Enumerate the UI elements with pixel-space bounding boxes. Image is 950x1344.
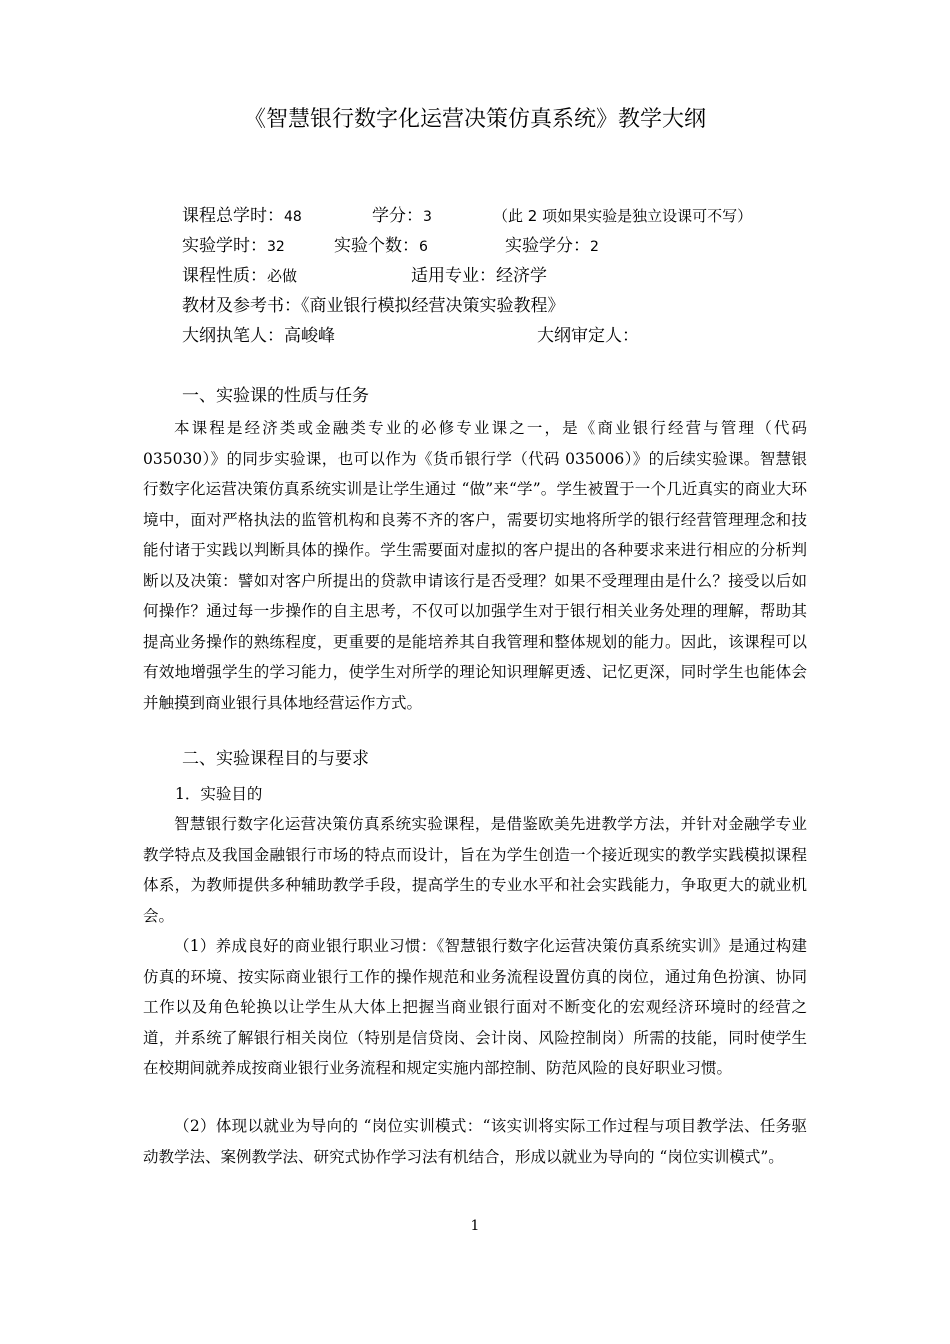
section-2-subheading: 1．实验目的 (175, 785, 263, 803)
credits-value: 3 (423, 209, 432, 225)
author (182, 322, 335, 350)
author-value: 高峻峰 (284, 326, 335, 346)
lab-hours-value: 32 (267, 239, 285, 255)
major-value: 经济学 (496, 266, 547, 286)
textbook (182, 292, 565, 320)
major (411, 262, 547, 290)
course-type (182, 262, 297, 290)
lab-credits-label: 实验学分： (505, 236, 590, 256)
credits-label: 学分： (372, 206, 423, 226)
lab-credits-value: 2 (590, 239, 599, 255)
meta-row-1 (182, 202, 302, 231)
textbook-label: 教材及参考书： (182, 296, 301, 316)
page-number: 1 (470, 1218, 480, 1234)
section-2-heading: 二、实验课程目的与要求 (182, 749, 369, 769)
lab-hours (182, 232, 285, 261)
credits (372, 202, 432, 231)
reviewer-label: 大纲审定人： (537, 326, 639, 346)
lab-count (334, 232, 428, 261)
lab-count-label: 实验个数： (334, 236, 419, 256)
section-1-paragraph: 本课程是经济类或金融类专业的必修专业课之一，是《商业银行经营与管理（代码 035030）》的同步实验课，也可以作为《货币银行学（代码 035006）》的后续实验课。智慧银行数字化运营决策仿真系统实训是让学生通过 “做”来“学”。学生被置于一个几近真实的商业大环境中，面对严格执法的监管机构和良莠不齐的客户，需要切实地将所学的银行经营管理理念和技能付诸于实践以判断具体的操作。学生需要面对虚拟的客户提出的各种要求来进行相应的分析判断以及决策：譬如对客户所提出的贷款申请该行是否受理？如果不受理理由是什么？接受以后如何操作？通过每一步操作的自主思考，不仅可以加强学生对于银行相关业务处理的理解，帮助其提高业务操作的熟练程度，更重要的是能培养其自我管理和整体规划的能力。因此，该课程可以有效地增强学生的学习能力，使学生对所学的理论知识理解更透、记忆更深，同时学生也能体会并触摸到商业银行具体地经营运作方式。 (143, 419, 807, 712)
lab-count-value: 6 (419, 239, 428, 255)
section-1-heading: 一、实验课的性质与任务 (182, 386, 369, 406)
author-label: 大纲执笔人： (182, 326, 284, 346)
textbook-value: 《商业银行模拟经营决策实验教程》 (301, 296, 565, 316)
course-type-label: 课程性质： (182, 266, 267, 286)
major-label: 适用专业： (411, 266, 496, 286)
total-hours-value: 48 (284, 209, 302, 225)
section-2-paragraph-3: （2）体现以就业为导向的 “岗位实训模式：“该实训将实际工作过程与项目教学法、任务驱动教学法、案例教学法、研究式协作学习法有机结合，形成以就业为导向的 “岗位实训模式”。 (143, 1117, 807, 1166)
section-2-paragraph-1: 智慧银行数字化运营决策仿真系统实验课程，是借鉴欧美先进教学方法，并针对金融学专业教学特点及我国金融银行市场的特点而设计，旨在为学生创造一个接近现实的教学实践模拟课程体系，为教师提供多种辅助教学手段，提高学生的专业水平和社会实践能力，争取更大的就业机会。 (143, 815, 807, 925)
total-hours-label: 课程总学时： (182, 206, 284, 226)
credits-note: （此 2 项如果实验是独立设课可不写） (493, 207, 753, 225)
lab-credits (505, 232, 599, 261)
document-title: 《智慧银行数字化运营决策仿真系统》教学大纲 (243, 107, 706, 132)
lab-hours-label: 实验学时： (182, 236, 267, 256)
section-2-paragraph-2: （1）养成良好的商业银行职业习惯：《智慧银行数字化运营决策仿真系统实训》是通过构建仿真的环境、按实际商业银行工作的操作规范和业务流程设置仿真的岗位，通过角色扮演、协同工作以及角色轮换以让学生从大体上把握当商业银行面对不断变化的宏观经济环境时的经营之道，并系统了解银行相关岗位（特别是信贷岗、会计岗、风险控制岗）所需的技能，同时使学生在校期间就养成按商业银行业务流程和规定实施内部控制、防范风险的良好职业习惯。 (143, 937, 807, 1077)
course-type-value: 必做 (267, 267, 298, 285)
